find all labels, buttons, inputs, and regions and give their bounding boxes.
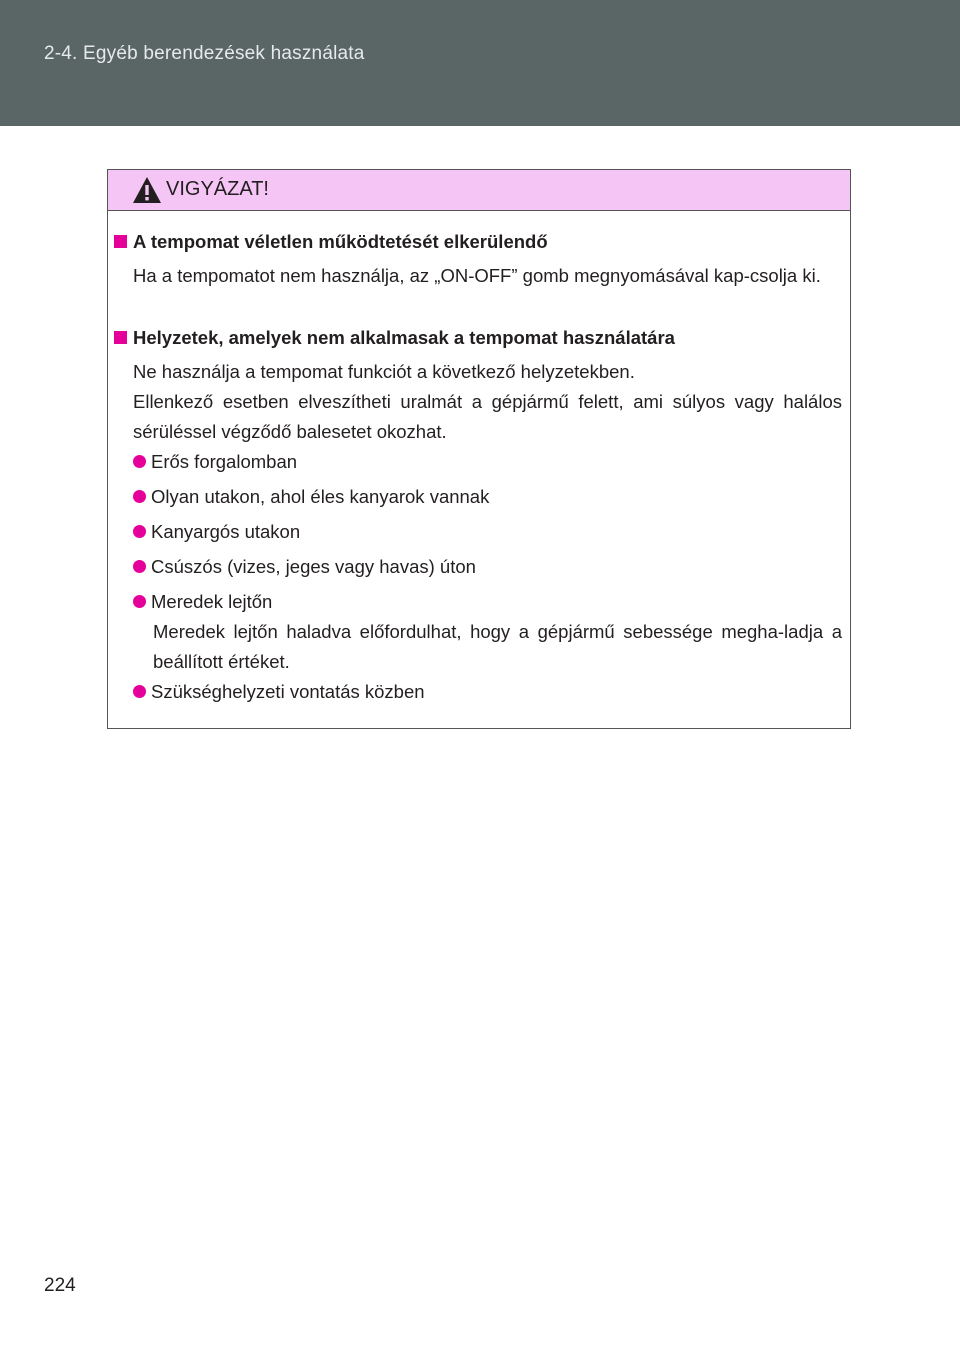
caution-header [108, 170, 850, 211]
section-paragraph-2 [133, 357, 842, 447]
list-item-text: Csúszós (vizes, jeges vagy havas) úton [151, 556, 476, 577]
caution-title: VIGYÁZAT! [166, 178, 269, 200]
list-item [133, 552, 842, 582]
list-item [133, 482, 842, 512]
circle-bullet-icon [133, 595, 146, 608]
section-heading-2 [114, 327, 675, 349]
header-bar [0, 0, 960, 126]
list-item-text: Meredek lejtőn [151, 591, 273, 612]
square-bullet-icon [114, 235, 127, 248]
circle-bullet-icon [133, 490, 146, 503]
circle-bullet-icon [133, 685, 146, 698]
section-heading-text: Helyzetek, amelyek nem alkalmasak a tempomat használatára [133, 327, 675, 348]
section-heading-1 [114, 231, 548, 253]
list-item [133, 447, 842, 477]
paragraph-line: Ne használja a tempomat funkciót a következő helyzetekben. [133, 361, 635, 382]
section-heading-text: A tempomat véletlen működtetését elkerülendő [133, 231, 548, 252]
square-bullet-icon [114, 331, 127, 344]
list-item-note: Meredek lejtőn haladva előfordulhat, hogy a gépjármű sebessége megha-ladja a beállított értéket. [153, 621, 842, 672]
warning-triangle-icon [132, 176, 162, 204]
section-title: 2-4. Egyéb berendezések használata [44, 43, 365, 64]
paragraph-line: Ellenkező esetben elveszítheti uralmát a gépjármű felett, ami súlyos vagy halálos sérüléssel végződő balesetet okozhat. [133, 391, 842, 442]
list-item-text: Kanyargós utakon [151, 521, 301, 542]
circle-bullet-icon [133, 525, 146, 538]
circle-bullet-icon [133, 455, 146, 468]
list-item-text: Olyan utakon, ahol éles kanyarok vannak [151, 486, 490, 507]
circle-bullet-icon [133, 560, 146, 573]
page-number: 224 [44, 1275, 76, 1296]
caution-box [107, 169, 851, 729]
list-item [133, 677, 842, 707]
list-item-text: Szükséghelyzeti vontatás közben [151, 681, 425, 702]
list-item-text: Erős forgalomban [151, 451, 298, 472]
list-item [133, 587, 842, 677]
section-paragraph-1: Ha a tempomatot nem használja, az „ON-OFF” gomb megnyomásával kap-csolja ki. [133, 265, 821, 286]
list-item [133, 517, 842, 547]
